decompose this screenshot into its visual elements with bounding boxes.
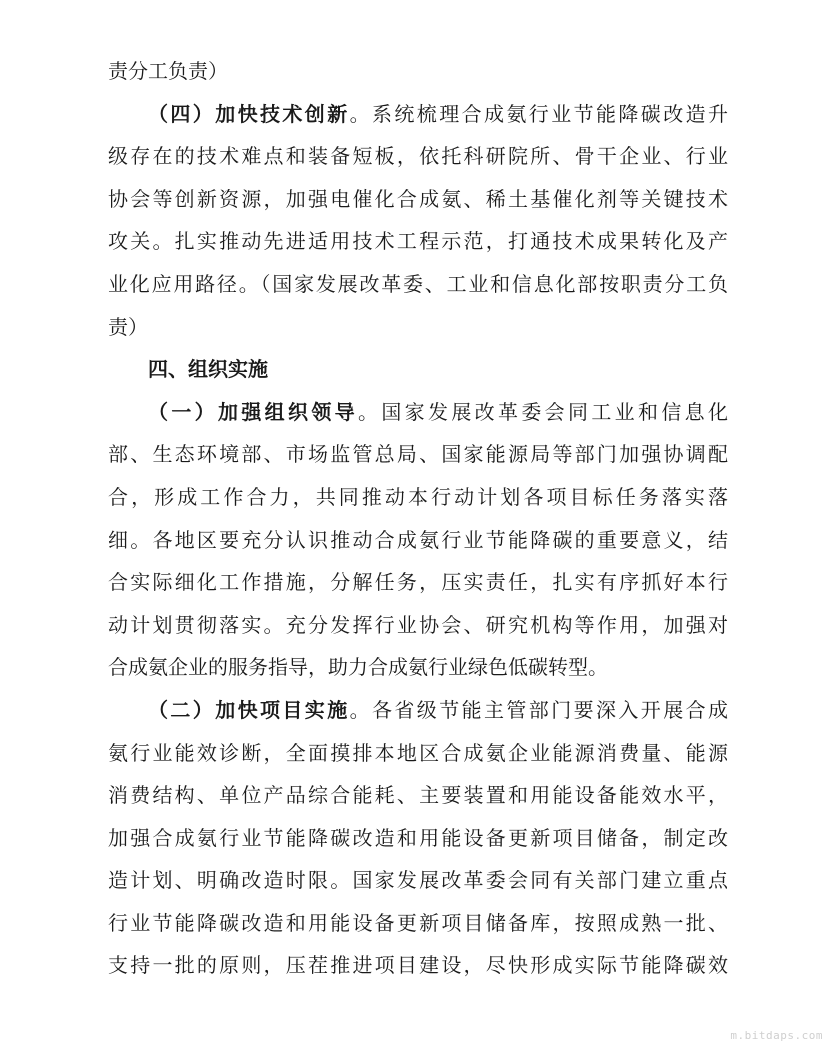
line-7	[108, 306, 728, 349]
line-10-part-1: 部、生态环境部、市场监管总局、国家能源局等部门加强协调配	[108, 442, 728, 467]
line-9-part-2: 。国家发展改革委会同工业和信息化	[358, 399, 728, 424]
line-4	[108, 178, 728, 221]
line-6-part-2: （国家发展改革委、工业和信息化部按职责分工负	[260, 271, 728, 296]
line-12-part-1: 细。各地区要充分认识推动合成氨行业节能降碳的重要意义，结	[108, 527, 728, 552]
line-3-part-1: 级存在的技术难点和装备短板，依托科研院所、骨干企业、行业	[108, 144, 728, 169]
line-10	[108, 433, 728, 476]
line-6-part-1: 业化应用路径。	[108, 271, 261, 296]
line-13	[108, 561, 728, 604]
line-12	[108, 519, 728, 562]
line-11-part-1: 合，形成工作合力，共同推动本行动计划各项目标任务落实落	[108, 484, 728, 509]
watermark: m.bitdaps.com	[730, 1029, 823, 1042]
line-20	[108, 859, 728, 902]
line-19-part-1: 加强合成氨行业节能降碳改造和用能设备更新项目储备，制定改	[108, 825, 728, 850]
line-17	[108, 732, 728, 775]
line-1-part-1: 责分工负责）	[108, 59, 228, 83]
chapter-heading-text: 四、组织实施	[148, 357, 268, 382]
line-16	[108, 689, 728, 732]
line-2-part-2: 。系统梳理合成氨行业节能降碳改造升	[349, 101, 729, 126]
line-17-part-1: 氨行业能效诊断，全面摸排本地区合成氨企业能源消费量、能源	[108, 740, 728, 765]
line-9	[108, 391, 728, 434]
line-13-part-1: 合实际细化工作措施，分解任务，压实责任，扎实有序抓好本行	[108, 570, 728, 595]
line-5	[108, 220, 728, 263]
line-11	[108, 476, 728, 519]
line-1	[108, 50, 728, 93]
line-22-part-1: 支持一批的原则，压茬推进项目建设，尽快形成实际节能降碳效	[108, 953, 728, 978]
line-15-part-1: 合成氨企业的服务指导，助力合成氨行业绿色低碳转型。	[108, 655, 608, 680]
line-21-part-1: 行业节能降碳改造和用能设备更新项目储备库，按照成熟一批、	[108, 910, 728, 935]
section-heading-1: （一）加强组织领导	[148, 399, 358, 424]
line-20-part-1: 造计划、明确改造时限。国家发展改革委会同有关部门建立重点	[108, 868, 728, 893]
line-4-part-1: 协会等创新资源，加强电催化合成氨、稀土基催化剂等关键技术	[108, 186, 728, 211]
document-page	[108, 50, 728, 987]
line-19	[108, 817, 728, 860]
line-18-part-1: 消费结构、单位产品综合能耗、主要装置和用能设备能效水平，	[108, 783, 728, 808]
chapter-heading	[108, 348, 728, 391]
line-21	[108, 902, 728, 945]
line-14	[108, 604, 728, 647]
line-7-part-1: 责）	[108, 314, 148, 339]
line-5-part-1: 攻关。扎实推动先进适用技术工程示范，打通技术成果转化及产	[108, 229, 728, 254]
line-2	[108, 93, 728, 136]
section-heading-4: （四）加快技术创新	[148, 101, 350, 126]
line-18	[108, 774, 728, 817]
line-3	[108, 135, 728, 178]
line-14-part-1: 动计划贯彻落实。充分发挥行业协会、研究机构等作用，加强对	[108, 612, 728, 637]
line-22	[108, 944, 728, 987]
line-6	[108, 263, 728, 306]
section-heading-2: （二）加快项目实施	[148, 697, 350, 722]
line-16-part-2: 。各省级节能主管部门要深入开展合成	[349, 697, 729, 722]
line-15	[108, 646, 728, 689]
